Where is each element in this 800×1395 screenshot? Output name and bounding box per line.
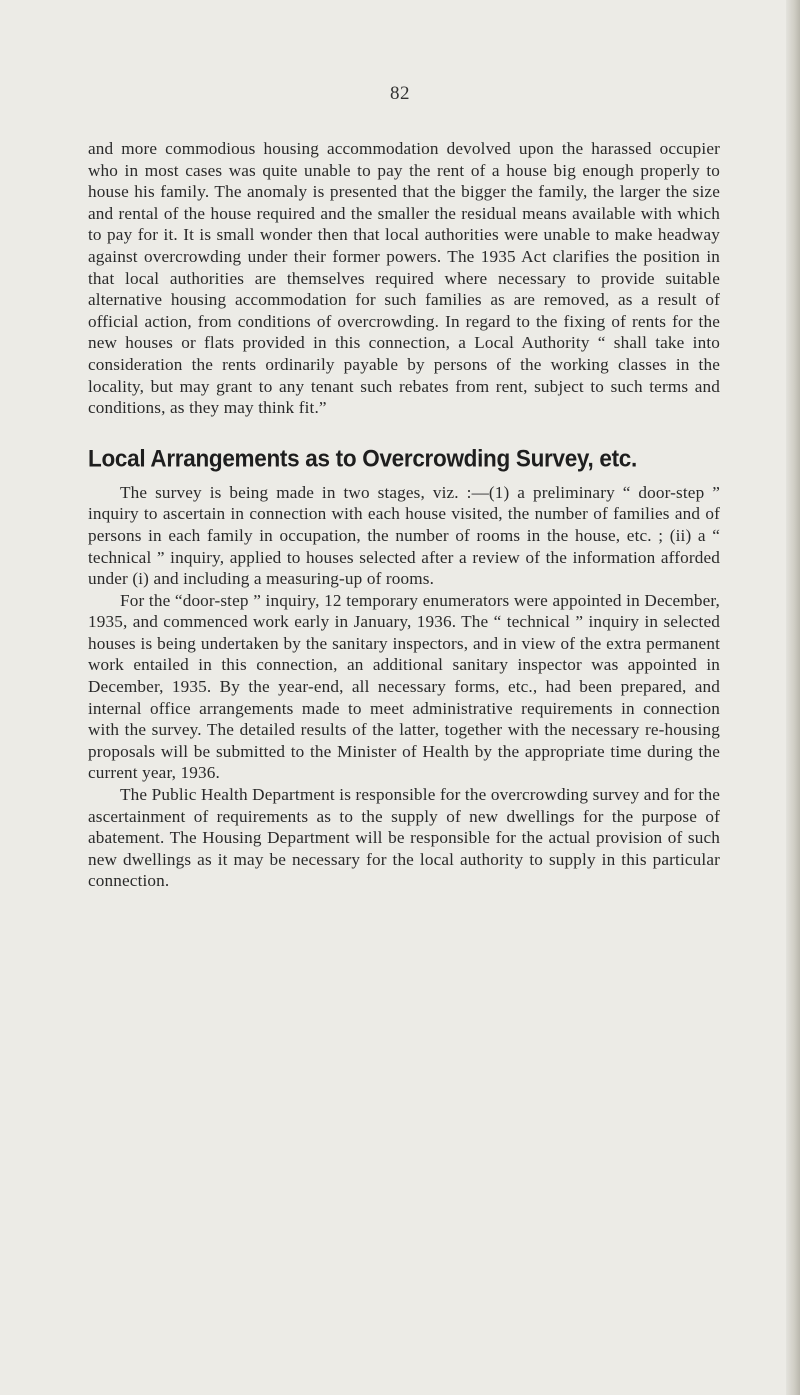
intro-paragraph: and more commodious housing accommodation devolved upon the harassed occupier who in most cases was quite unable to pay the rent of a house big enough properly to house his family. The anomaly is presented that the bigger the family, the larger the size and rental of the house required and the smaller the residual means available with which to pay for it. It is small wonder then that local authorities were unable to make headway against overcrowding under their former powers. The 1935 Act clarifies the position in that local authorities are themselves required where necessary to provide suitable alternative housing accommodation for such families as are removed, as a result of official action, from conditions of overcrowding. In regard to the fixing of rents for the new houses or flats provided in this connection, a Local Authority “ shall take into consideration the rents ordinarily payable by persons of the working classes in the locality, but may grant to any tenant such rebates from rent, subject to such terms and conditions, as they may think fit.” (88, 139, 720, 418)
section-paragraph-survey-stages: The survey is being made in two stages, viz. :—(1) a preliminary “ door-step ” inquiry to ascertain in connection with each house visited, the number of families and of persons in each family in occupation, the number of rooms in the house, etc. ; (ii) a “ technical ” inquiry, applied to houses selected after a review of the information afforded under (i) and including a measuring-up of rooms. (88, 482, 720, 589)
page-body (88, 138, 720, 892)
section-heading: Local Arrangements as to Overcrowding Survey, etc. (88, 444, 637, 472)
section-paragraph-door-step-inquiry: For the “door-step ” inquiry, 12 temporary enumerators were appointed in December, 1935, and commenced work early in January, 1936. The “ technical ” inquiry in selected houses is being undertaken by the sanitary inspectors, and in view of the extra permanent work entailed in this connection, an additional sanitary inspector was appointed in December, 1935. By the year-end, all necessary forms, etc., had been prepared, and internal office arrangements made to meet administrative requirements in connection with the survey. The detailed results of the latter, together with the necessary re-housing proposals will be submitted to the Minister of Health by the appropriate time during the current year, 1936. (88, 590, 720, 783)
section-paragraph-responsibilities: The Public Health Department is responsible for the overcrowding survey and for the ascertainment of requirements as to the supply of new dwellings for the purpose of abatement. The Housing Department will be responsible for the actual provision of such new dwellings as it may be necessary for the local authority to supply in this particular connection. (88, 785, 720, 891)
page-number: 82 (390, 83, 410, 104)
page-edge-shadow (786, 0, 800, 1395)
